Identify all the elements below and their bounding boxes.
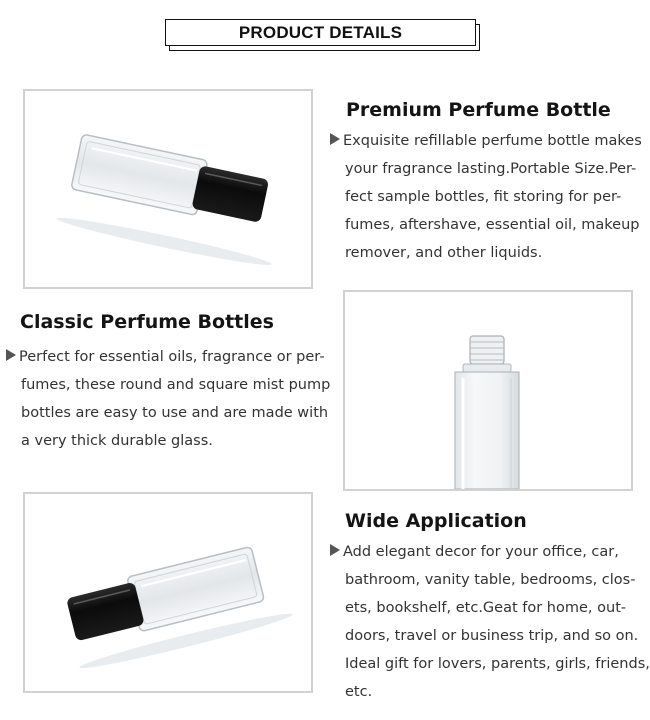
section-3-line-2: bathroom, vanity table, bedrooms, clos- <box>345 572 636 588</box>
bottle-with-cap-illustration <box>25 91 311 287</box>
product-image-1 <box>23 89 313 289</box>
section-1-line-1: Exquisite refillable perfume bottle makes <box>330 127 642 155</box>
product-image-2 <box>343 290 633 491</box>
section-2-text <box>6 343 330 455</box>
section-3-line-6: etc. <box>345 684 373 700</box>
section-2-heading: Classic Perfume Bottles <box>20 311 274 333</box>
section-2-line-1: Perfect for essential oils, fragrance or per- <box>6 343 330 371</box>
bullet-arrow-icon <box>330 133 340 145</box>
section-1-heading: Premium Perfume Bottle <box>346 99 611 121</box>
section-1-line-3: fect sample bottles, fit storing for per- <box>345 189 622 205</box>
upright-bottle-illustration <box>345 292 631 489</box>
banner-box <box>165 19 476 46</box>
section-2-line-4: a very thick durable glass. <box>21 433 213 449</box>
section-1-line-4: fumes, aftershave, essential oil, makeup <box>345 217 640 233</box>
section-1-line-5: remover, and other liquids. <box>345 245 543 261</box>
bullet-arrow-icon <box>6 349 16 361</box>
section-2-line-2: fumes, these round and square mist pump <box>21 377 331 393</box>
bottle-with-cap-illustration-2 <box>25 494 311 691</box>
section-3-line-1: Add elegant decor for your office, car, <box>330 538 650 566</box>
section-3-text <box>330 538 650 706</box>
section-1-line-2: your fragrance lasting.Portable Size.Per- <box>345 161 637 177</box>
product-details-banner <box>165 19 480 49</box>
section-3-line-3: ets, bookshelf, etc.Geat for home, out- <box>345 600 627 616</box>
section-3-heading: Wide Application <box>345 510 527 532</box>
section-3-line-5: Ideal gift for lovers, parents, girls, friends, <box>345 656 650 672</box>
bullet-arrow-icon <box>330 544 340 556</box>
section-1-text <box>330 127 642 267</box>
product-image-3 <box>23 492 313 693</box>
section-3-line-4: doors, travel or business trip, and so on. <box>345 628 639 644</box>
banner-title: PRODUCT DETAILS <box>238 22 403 42</box>
section-2-line-3: bottles are easy to use and are made with <box>21 405 329 421</box>
